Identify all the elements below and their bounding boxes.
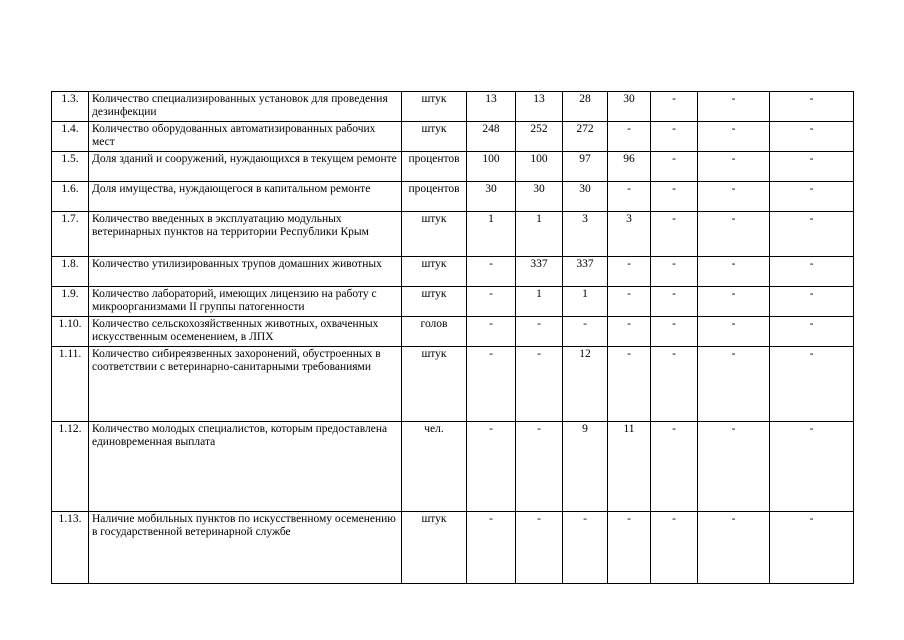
unit-of-measure: штук xyxy=(402,92,467,122)
value-cell: - xyxy=(467,287,516,317)
value-cell: - xyxy=(651,512,698,584)
value-cell: 30 xyxy=(467,182,516,212)
value-cell: - xyxy=(698,182,770,212)
value-cell: - xyxy=(608,287,651,317)
value-cell: 13 xyxy=(516,92,563,122)
value-cell: - xyxy=(770,122,854,152)
table-body xyxy=(52,92,854,584)
value-cell: 96 xyxy=(608,152,651,182)
table-row xyxy=(52,212,854,257)
value-cell: - xyxy=(467,422,516,512)
value-cell: 337 xyxy=(516,257,563,287)
value-cell: - xyxy=(608,317,651,347)
unit-of-measure: голов xyxy=(402,317,467,347)
value-cell: - xyxy=(651,257,698,287)
value-cell: 272 xyxy=(563,122,608,152)
indicator-name: Количество лабораторий, имеющих лицензию на работу с микроорганизмами II группы патогенности xyxy=(89,287,402,317)
value-cell: - xyxy=(608,182,651,212)
unit-of-measure: чел. xyxy=(402,422,467,512)
value-cell: - xyxy=(698,512,770,584)
unit-of-measure: штук xyxy=(402,347,467,422)
value-cell: - xyxy=(516,422,563,512)
value-cell: 337 xyxy=(563,257,608,287)
table-row xyxy=(52,317,854,347)
table-row xyxy=(52,92,854,122)
value-cell: - xyxy=(698,287,770,317)
unit-of-measure: штук xyxy=(402,212,467,257)
indicator-name: Доля имущества, нуждающегося в капитальном ремонте xyxy=(89,182,402,212)
value-cell: 3 xyxy=(563,212,608,257)
value-cell: - xyxy=(698,212,770,257)
value-cell: 3 xyxy=(608,212,651,257)
value-cell: 30 xyxy=(563,182,608,212)
value-cell: 11 xyxy=(608,422,651,512)
value-cell: - xyxy=(770,212,854,257)
unit-of-measure: штук xyxy=(402,287,467,317)
unit-of-measure: процентов xyxy=(402,152,467,182)
value-cell: - xyxy=(651,152,698,182)
indicators-table xyxy=(51,91,854,584)
indicator-name: Количество утилизированных трупов домашних животных xyxy=(89,257,402,287)
value-cell: - xyxy=(563,512,608,584)
value-cell: - xyxy=(698,122,770,152)
row-number: 1.8. xyxy=(52,257,89,287)
value-cell: 100 xyxy=(467,152,516,182)
indicator-name: Количество оборудованных автоматизированных рабочих мест xyxy=(89,122,402,152)
value-cell: - xyxy=(608,347,651,422)
row-number: 1.4. xyxy=(52,122,89,152)
value-cell: 1 xyxy=(516,212,563,257)
value-cell: 1 xyxy=(563,287,608,317)
value-cell: - xyxy=(770,92,854,122)
row-number: 1.3. xyxy=(52,92,89,122)
row-number: 1.7. xyxy=(52,212,89,257)
value-cell: 30 xyxy=(608,92,651,122)
value-cell: - xyxy=(770,422,854,512)
value-cell: - xyxy=(698,152,770,182)
value-cell: - xyxy=(516,347,563,422)
table-row xyxy=(52,257,854,287)
unit-of-measure: процентов xyxy=(402,182,467,212)
value-cell: - xyxy=(698,317,770,347)
table-row xyxy=(52,347,854,422)
value-cell: 28 xyxy=(563,92,608,122)
value-cell: - xyxy=(770,257,854,287)
indicator-name: Количество сельскохозяйственных животных, охваченных искусственным осеменением, в ЛПХ xyxy=(89,317,402,347)
table-row xyxy=(52,287,854,317)
row-number: 1.5. xyxy=(52,152,89,182)
value-cell: - xyxy=(651,212,698,257)
value-cell: - xyxy=(770,287,854,317)
table-row xyxy=(52,512,854,584)
value-cell: - xyxy=(608,122,651,152)
table-row xyxy=(52,422,854,512)
row-number: 1.12. xyxy=(52,422,89,512)
value-cell: - xyxy=(651,92,698,122)
value-cell: - xyxy=(651,347,698,422)
value-cell: 13 xyxy=(467,92,516,122)
value-cell: 97 xyxy=(563,152,608,182)
value-cell: - xyxy=(467,512,516,584)
indicator-name: Количество введенных в эксплуатацию модульных ветеринарных пунктов на территории Республики Крым xyxy=(89,212,402,257)
indicator-name: Доля зданий и сооружений, нуждающихся в текущем ремонте xyxy=(89,152,402,182)
unit-of-measure: штук xyxy=(402,122,467,152)
value-cell: 1 xyxy=(516,287,563,317)
value-cell: 252 xyxy=(516,122,563,152)
indicator-name: Количество специализированных установок для проведения дезинфекции xyxy=(89,92,402,122)
value-cell: 100 xyxy=(516,152,563,182)
value-cell: - xyxy=(651,122,698,152)
value-cell: - xyxy=(516,317,563,347)
value-cell: - xyxy=(770,347,854,422)
value-cell: - xyxy=(467,257,516,287)
unit-of-measure: штук xyxy=(402,512,467,584)
value-cell: - xyxy=(651,287,698,317)
value-cell: - xyxy=(651,422,698,512)
value-cell: - xyxy=(770,152,854,182)
value-cell: - xyxy=(770,512,854,584)
indicator-name: Количество сибиреязвенных захоронений, обустроенных в соответствии с ветеринарно-санитарными требованиями xyxy=(89,347,402,422)
value-cell: - xyxy=(467,317,516,347)
value-cell: - xyxy=(698,347,770,422)
value-cell: - xyxy=(608,257,651,287)
row-number: 1.10. xyxy=(52,317,89,347)
row-number: 1.13. xyxy=(52,512,89,584)
value-cell: 248 xyxy=(467,122,516,152)
value-cell: - xyxy=(608,512,651,584)
row-number: 1.11. xyxy=(52,347,89,422)
indicator-name: Количество молодых специалистов, которым предоставлена единовременная выплата xyxy=(89,422,402,512)
table-row xyxy=(52,182,854,212)
value-cell: - xyxy=(563,317,608,347)
value-cell: - xyxy=(516,512,563,584)
row-number: 1.6. xyxy=(52,182,89,212)
value-cell: - xyxy=(770,182,854,212)
value-cell: 9 xyxy=(563,422,608,512)
value-cell: - xyxy=(770,317,854,347)
table-row xyxy=(52,152,854,182)
value-cell: 12 xyxy=(563,347,608,422)
value-cell: - xyxy=(651,182,698,212)
unit-of-measure: штук xyxy=(402,257,467,287)
value-cell: - xyxy=(698,257,770,287)
table-row xyxy=(52,122,854,152)
value-cell: - xyxy=(698,422,770,512)
value-cell: - xyxy=(467,347,516,422)
value-cell: - xyxy=(651,317,698,347)
value-cell: 1 xyxy=(467,212,516,257)
row-number: 1.9. xyxy=(52,287,89,317)
value-cell: - xyxy=(698,92,770,122)
indicator-name: Наличие мобильных пунктов по искусственному осеменению в государственной ветеринарной службе xyxy=(89,512,402,584)
value-cell: 30 xyxy=(516,182,563,212)
